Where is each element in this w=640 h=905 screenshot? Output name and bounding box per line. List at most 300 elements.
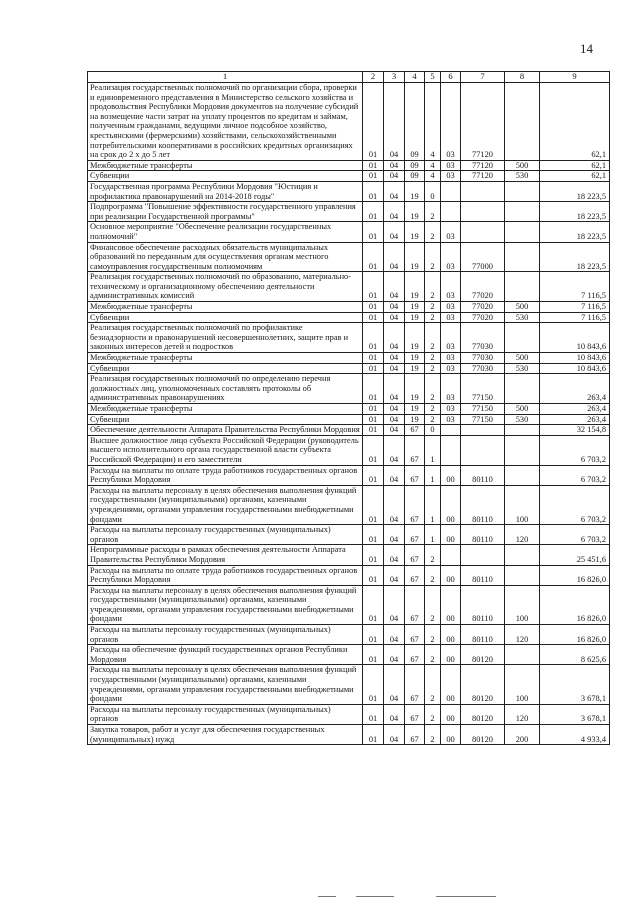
column-header: 4 xyxy=(405,72,425,83)
code-cell: 01 xyxy=(363,404,384,415)
code-cell: 04 xyxy=(384,704,405,724)
budget-table xyxy=(87,71,610,745)
code-cell: 67 xyxy=(405,425,425,436)
row-description: Расходы на выплаты персоналу в целях обеспечения выполнения функций государственными (муниципальными) органами, казенными учреждениями, органами управления государственными внебюджетными фондами xyxy=(88,485,363,524)
table-row xyxy=(88,585,610,624)
table-row xyxy=(88,625,610,645)
code-cell: 01 xyxy=(363,323,384,353)
code-cell: 77120 xyxy=(461,171,505,182)
row-description: Реализация государственных полномочий по профилактике безнадзорности и правонарушений несовершеннолетних, защите прав и законных интересов детей и подростков xyxy=(88,323,363,353)
row-description: Субвенции xyxy=(88,312,363,323)
code-cell: 500 xyxy=(505,404,540,415)
row-description: Высшее должностное лицо субъекта Российской Федерации (руководитель высшего исполнительного органа государственной власти субъекта Российской Федерации) и его заместители xyxy=(88,435,363,465)
amount-cell: 62,1 xyxy=(540,83,610,161)
code-cell: 03 xyxy=(441,374,461,404)
code-cell: 01 xyxy=(363,545,384,565)
code-cell: 03 xyxy=(441,353,461,364)
amount-cell: 7 116,5 xyxy=(540,312,610,323)
code-cell xyxy=(505,545,540,565)
code-cell: 01 xyxy=(363,435,384,465)
code-cell: 100 xyxy=(505,665,540,704)
code-cell: 80120 xyxy=(461,725,505,745)
code-cell: 2 xyxy=(425,353,441,364)
code-cell: 04 xyxy=(384,725,405,745)
code-cell: 01 xyxy=(363,83,384,161)
code-cell: 67 xyxy=(405,435,425,465)
row-description: Межбюджетные трансферты xyxy=(88,404,363,415)
amount-cell: 6 703,2 xyxy=(540,485,610,524)
code-cell: 01 xyxy=(363,465,384,485)
table-row xyxy=(88,181,610,201)
code-cell: 01 xyxy=(363,645,384,665)
table-row xyxy=(88,323,610,353)
row-description: Расходы на обеспечение функций государственных органов Республики Мордовия xyxy=(88,645,363,665)
code-cell: 04 xyxy=(384,585,405,624)
code-cell: 2 xyxy=(425,585,441,624)
scan-artifact-line xyxy=(318,896,336,897)
code-cell: 03 xyxy=(441,323,461,353)
code-cell: 01 xyxy=(363,242,384,272)
code-cell: 2 xyxy=(425,222,441,242)
amount-cell: 16 826,0 xyxy=(540,625,610,645)
column-header: 8 xyxy=(505,72,540,83)
code-cell: 01 xyxy=(363,665,384,704)
code-cell: 100 xyxy=(505,485,540,524)
table-row xyxy=(88,414,610,425)
code-cell: 01 xyxy=(363,425,384,436)
code-cell: 19 xyxy=(405,181,425,201)
code-cell: 09 xyxy=(405,171,425,182)
code-cell xyxy=(505,565,540,585)
amount-cell: 18 223,5 xyxy=(540,222,610,242)
code-cell: 04 xyxy=(384,302,405,313)
row-description: Субвенции xyxy=(88,414,363,425)
code-cell: 77150 xyxy=(461,414,505,425)
amount-cell: 3 678,1 xyxy=(540,665,610,704)
code-cell: 77150 xyxy=(461,404,505,415)
code-cell: 200 xyxy=(505,725,540,745)
code-cell xyxy=(461,545,505,565)
code-cell xyxy=(461,425,505,436)
code-cell: 67 xyxy=(405,465,425,485)
row-description: Государственная программа Республики Мордовия "Юстиция и профилактика правонарушений на 2014-2018 годы" xyxy=(88,181,363,201)
code-cell: 67 xyxy=(405,565,425,585)
code-cell: 0 xyxy=(425,181,441,201)
code-cell: 80110 xyxy=(461,625,505,645)
code-cell: 19 xyxy=(405,353,425,364)
table-row xyxy=(88,645,610,665)
code-cell: 03 xyxy=(441,242,461,272)
table-body xyxy=(88,72,610,745)
code-cell: 01 xyxy=(363,160,384,171)
code-cell xyxy=(505,323,540,353)
amount-cell: 7 116,5 xyxy=(540,272,610,302)
code-cell: 04 xyxy=(384,160,405,171)
code-cell: 19 xyxy=(405,302,425,313)
table-row xyxy=(88,202,610,222)
code-cell: 67 xyxy=(405,625,425,645)
code-cell: 03 xyxy=(441,83,461,161)
code-cell: 03 xyxy=(441,302,461,313)
code-cell: 19 xyxy=(405,222,425,242)
scan-artifact-line xyxy=(356,896,394,897)
code-cell: 03 xyxy=(441,414,461,425)
code-cell: 1 xyxy=(425,465,441,485)
code-cell: 80120 xyxy=(461,704,505,724)
code-cell: 2 xyxy=(425,565,441,585)
amount-cell: 7 116,5 xyxy=(540,302,610,313)
code-cell: 2 xyxy=(425,625,441,645)
code-cell: 01 xyxy=(363,222,384,242)
code-cell: 1 xyxy=(425,485,441,524)
code-cell: 04 xyxy=(384,202,405,222)
code-cell: 04 xyxy=(384,363,405,374)
amount-cell: 18 223,5 xyxy=(540,202,610,222)
code-cell: 04 xyxy=(384,171,405,182)
code-cell: 01 xyxy=(363,171,384,182)
table-row xyxy=(88,435,610,465)
code-cell: 01 xyxy=(363,302,384,313)
amount-cell: 6 703,2 xyxy=(540,435,610,465)
code-cell: 09 xyxy=(405,160,425,171)
code-cell: 80110 xyxy=(461,465,505,485)
amount-cell: 6 703,2 xyxy=(540,525,610,545)
table-row xyxy=(88,160,610,171)
code-cell: 1 xyxy=(425,435,441,465)
code-cell: 03 xyxy=(441,363,461,374)
code-cell: 530 xyxy=(505,363,540,374)
row-description: Реализация государственных полномочий по организации сбора, проверки и единовременного представления в Министерство сельского хозяйства и продовольствия Республики Мордовия документов на получение субсидий на возмещение части затрат на уплату процентов по кредитам и займам, полученным гражданами, ведущими личное подсобное хозяйство, крестьянскими (фермерскими) хозяйствами, сельскохозяйственными потребительскими кооперативами в российских кредитных организациях на срок до 2 х до 5 лет xyxy=(88,83,363,161)
row-description: Расходы на выплаты персоналу государственных (муниципальных) органов xyxy=(88,704,363,724)
code-cell: 80110 xyxy=(461,585,505,624)
code-cell: 04 xyxy=(384,425,405,436)
code-cell xyxy=(441,181,461,201)
table-row xyxy=(88,363,610,374)
code-cell: 19 xyxy=(405,323,425,353)
code-cell: 00 xyxy=(441,665,461,704)
code-cell: 04 xyxy=(384,323,405,353)
table-row xyxy=(88,545,610,565)
code-cell: 01 xyxy=(363,585,384,624)
code-cell: 67 xyxy=(405,725,425,745)
code-cell: 19 xyxy=(405,374,425,404)
code-cell: 04 xyxy=(384,312,405,323)
amount-cell: 4 933,4 xyxy=(540,725,610,745)
code-cell: 77150 xyxy=(461,374,505,404)
code-cell xyxy=(461,435,505,465)
row-description: Расходы на выплаты персоналу в целях обеспечения выполнения функций государственными (муниципальными) органами, казенными учреждениями, органами управления государственными внебюджетными фондами xyxy=(88,665,363,704)
code-cell: 67 xyxy=(405,525,425,545)
code-cell: 01 xyxy=(363,374,384,404)
code-cell: 04 xyxy=(384,565,405,585)
code-cell: 77020 xyxy=(461,272,505,302)
code-cell: 530 xyxy=(505,312,540,323)
code-cell: 120 xyxy=(505,625,540,645)
code-cell: 01 xyxy=(363,414,384,425)
code-cell: 01 xyxy=(363,725,384,745)
code-cell: 04 xyxy=(384,181,405,201)
code-cell: 2 xyxy=(425,302,441,313)
code-cell: 03 xyxy=(441,171,461,182)
code-cell: 0 xyxy=(425,425,441,436)
row-description: Расходы на выплаты персоналу государственных (муниципальных) органов xyxy=(88,625,363,645)
row-description: Субвенции xyxy=(88,171,363,182)
code-cell: 04 xyxy=(384,465,405,485)
code-cell: 01 xyxy=(363,525,384,545)
code-cell: 03 xyxy=(441,222,461,242)
code-cell: 80120 xyxy=(461,645,505,665)
code-cell: 01 xyxy=(363,485,384,524)
code-cell: 67 xyxy=(405,645,425,665)
code-cell xyxy=(441,202,461,222)
table-row xyxy=(88,353,610,364)
table-row xyxy=(88,425,610,436)
row-description: Межбюджетные трансферты xyxy=(88,353,363,364)
code-cell: 77030 xyxy=(461,363,505,374)
code-cell: 80110 xyxy=(461,565,505,585)
code-cell: 2 xyxy=(425,323,441,353)
code-cell: 04 xyxy=(384,222,405,242)
code-cell xyxy=(505,83,540,161)
code-cell: 04 xyxy=(384,665,405,704)
amount-cell: 263,4 xyxy=(540,374,610,404)
code-cell: 04 xyxy=(384,645,405,665)
table-row xyxy=(88,725,610,745)
amount-cell: 16 826,0 xyxy=(540,585,610,624)
column-header: 5 xyxy=(425,72,441,83)
row-description: Подпрограмма "Повышение эффективности государственного управления при реализации Государственной программы" xyxy=(88,202,363,222)
code-cell: 2 xyxy=(425,202,441,222)
code-cell: 2 xyxy=(425,545,441,565)
code-cell: 00 xyxy=(441,625,461,645)
row-description: Межбюджетные трансферты xyxy=(88,160,363,171)
code-cell: 19 xyxy=(405,363,425,374)
code-cell xyxy=(505,181,540,201)
column-header: 1 xyxy=(88,72,363,83)
code-cell: 04 xyxy=(384,435,405,465)
code-cell: 01 xyxy=(363,272,384,302)
amount-cell: 18 223,5 xyxy=(540,242,610,272)
code-cell: 67 xyxy=(405,545,425,565)
code-cell: 67 xyxy=(405,704,425,724)
code-cell: 77020 xyxy=(461,312,505,323)
code-cell xyxy=(505,465,540,485)
code-cell: 04 xyxy=(384,545,405,565)
code-cell: 500 xyxy=(505,302,540,313)
amount-cell: 62,1 xyxy=(540,171,610,182)
row-description: Расходы на выплаты по оплате труда работников государственных органов Республики Мордовия xyxy=(88,565,363,585)
code-cell: 01 xyxy=(363,312,384,323)
row-description: Реализация государственных полномочий по определению перечня должностных лиц, уполномоченных составлять протоколы об административных правонарушениях xyxy=(88,374,363,404)
code-cell xyxy=(505,435,540,465)
code-cell: 01 xyxy=(363,704,384,724)
code-cell: 04 xyxy=(384,353,405,364)
code-cell: 530 xyxy=(505,414,540,425)
code-cell: 120 xyxy=(505,525,540,545)
column-header: 2 xyxy=(363,72,384,83)
code-cell: 04 xyxy=(384,404,405,415)
code-cell: 4 xyxy=(425,171,441,182)
code-cell: 77000 xyxy=(461,242,505,272)
table-row xyxy=(88,222,610,242)
code-cell: 00 xyxy=(441,465,461,485)
code-cell xyxy=(505,202,540,222)
code-cell: 03 xyxy=(441,404,461,415)
code-cell: 500 xyxy=(505,353,540,364)
code-cell: 04 xyxy=(384,625,405,645)
code-cell: 01 xyxy=(363,181,384,201)
code-cell: 04 xyxy=(384,272,405,302)
table-row xyxy=(88,302,610,313)
code-cell: 04 xyxy=(384,525,405,545)
code-cell xyxy=(505,272,540,302)
table-row xyxy=(88,312,610,323)
code-cell: 67 xyxy=(405,665,425,704)
table-row xyxy=(88,404,610,415)
code-cell xyxy=(505,425,540,436)
code-cell: 00 xyxy=(441,525,461,545)
code-cell: 19 xyxy=(405,312,425,323)
table-row xyxy=(88,242,610,272)
code-cell xyxy=(505,242,540,272)
code-cell: 09 xyxy=(405,83,425,161)
amount-cell: 16 826,0 xyxy=(540,565,610,585)
row-description: Закупка товаров, работ и услуг для обеспечения государственных (муниципальных) нужд xyxy=(88,725,363,745)
code-cell: 77120 xyxy=(461,83,505,161)
code-cell: 04 xyxy=(384,83,405,161)
code-cell: 00 xyxy=(441,645,461,665)
code-cell: 2 xyxy=(425,363,441,374)
row-description: Непрограммные расходы в рамках обеспечения деятельности Аппарата Правительства Республики Мордовия xyxy=(88,545,363,565)
code-cell: 2 xyxy=(425,374,441,404)
code-cell: 80110 xyxy=(461,485,505,524)
code-cell: 19 xyxy=(405,404,425,415)
table-row xyxy=(88,83,610,161)
row-description: Расходы на выплаты персоналу государственных (муниципальных) органов xyxy=(88,525,363,545)
amount-cell: 3 678,1 xyxy=(540,704,610,724)
row-description: Обеспечение деятельности Аппарата Правительства Республики Мордовия xyxy=(88,425,363,436)
table-row xyxy=(88,485,610,524)
row-description: Расходы на выплаты персоналу в целях обеспечения выполнения функций государственными (муниципальными) органами, казенными учреждениями, органами управления государственными внебюджетными фондами xyxy=(88,585,363,624)
code-cell: 500 xyxy=(505,160,540,171)
amount-cell: 62,1 xyxy=(540,160,610,171)
code-cell: 19 xyxy=(405,242,425,272)
code-cell: 67 xyxy=(405,585,425,624)
code-cell: 120 xyxy=(505,704,540,724)
code-cell: 03 xyxy=(441,312,461,323)
header-row xyxy=(88,72,610,83)
column-header: 7 xyxy=(461,72,505,83)
code-cell: 01 xyxy=(363,202,384,222)
table-row xyxy=(88,565,610,585)
amount-cell: 18 223,5 xyxy=(540,181,610,201)
code-cell xyxy=(505,374,540,404)
code-cell: 00 xyxy=(441,585,461,624)
code-cell: 1 xyxy=(425,525,441,545)
code-cell: 2 xyxy=(425,242,441,272)
code-cell: 2 xyxy=(425,414,441,425)
code-cell xyxy=(461,181,505,201)
code-cell: 100 xyxy=(505,585,540,624)
code-cell: 04 xyxy=(384,374,405,404)
row-description: Финансовое обеспечение расходных обязательств муниципальных образований по переданным для осуществления органам местного самоуправления государственным полномочиям xyxy=(88,242,363,272)
code-cell: 19 xyxy=(405,414,425,425)
code-cell: 00 xyxy=(441,565,461,585)
amount-cell: 263,4 xyxy=(540,414,610,425)
amount-cell: 6 703,2 xyxy=(540,465,610,485)
table-row xyxy=(88,171,610,182)
code-cell: 530 xyxy=(505,171,540,182)
code-cell xyxy=(505,645,540,665)
column-header: 9 xyxy=(540,72,610,83)
code-cell: 4 xyxy=(425,160,441,171)
scan-artifact-line xyxy=(436,896,496,897)
code-cell: 2 xyxy=(425,272,441,302)
code-cell: 01 xyxy=(363,565,384,585)
amount-cell: 263,4 xyxy=(540,404,610,415)
table-row xyxy=(88,272,610,302)
amount-cell: 10 843,6 xyxy=(540,353,610,364)
row-description: Расходы на выплаты по оплате труда работников государственных органов Республики Мордовия xyxy=(88,465,363,485)
code-cell: 00 xyxy=(441,725,461,745)
code-cell: 77120 xyxy=(461,160,505,171)
code-cell: 04 xyxy=(384,242,405,272)
table-row xyxy=(88,665,610,704)
code-cell: 19 xyxy=(405,272,425,302)
code-cell xyxy=(505,222,540,242)
code-cell: 2 xyxy=(425,645,441,665)
code-cell: 01 xyxy=(363,625,384,645)
code-cell: 80110 xyxy=(461,525,505,545)
table-row xyxy=(88,525,610,545)
column-header: 6 xyxy=(441,72,461,83)
code-cell: 04 xyxy=(384,414,405,425)
code-cell: 2 xyxy=(425,665,441,704)
amount-cell: 8 625,6 xyxy=(540,645,610,665)
code-cell: 19 xyxy=(405,202,425,222)
row-description: Субвенции xyxy=(88,363,363,374)
code-cell: 03 xyxy=(441,160,461,171)
table-row xyxy=(88,704,610,724)
code-cell: 03 xyxy=(441,272,461,302)
row-description: Реализация государственных полномочий по образованию, материально-техническому и организационному обеспечению деятельности административных комиссий xyxy=(88,272,363,302)
code-cell xyxy=(441,425,461,436)
code-cell: 2 xyxy=(425,404,441,415)
code-cell: 01 xyxy=(363,353,384,364)
code-cell xyxy=(461,202,505,222)
table-row xyxy=(88,465,610,485)
code-cell: 00 xyxy=(441,704,461,724)
code-cell xyxy=(461,222,505,242)
amount-cell: 32 154,8 xyxy=(540,425,610,436)
code-cell: 67 xyxy=(405,485,425,524)
column-header: 3 xyxy=(384,72,405,83)
code-cell: 00 xyxy=(441,485,461,524)
code-cell xyxy=(441,435,461,465)
code-cell: 2 xyxy=(425,312,441,323)
code-cell: 80120 xyxy=(461,665,505,704)
code-cell: 2 xyxy=(425,725,441,745)
table-row xyxy=(88,374,610,404)
amount-cell: 25 451,6 xyxy=(540,545,610,565)
row-description: Основное мероприятие "Обеспечение реализации государственных полномочий" xyxy=(88,222,363,242)
code-cell: 2 xyxy=(425,704,441,724)
amount-cell: 10 843,6 xyxy=(540,323,610,353)
amount-cell: 10 843,6 xyxy=(540,363,610,374)
code-cell: 04 xyxy=(384,485,405,524)
code-cell: 4 xyxy=(425,83,441,161)
code-cell: 77030 xyxy=(461,323,505,353)
